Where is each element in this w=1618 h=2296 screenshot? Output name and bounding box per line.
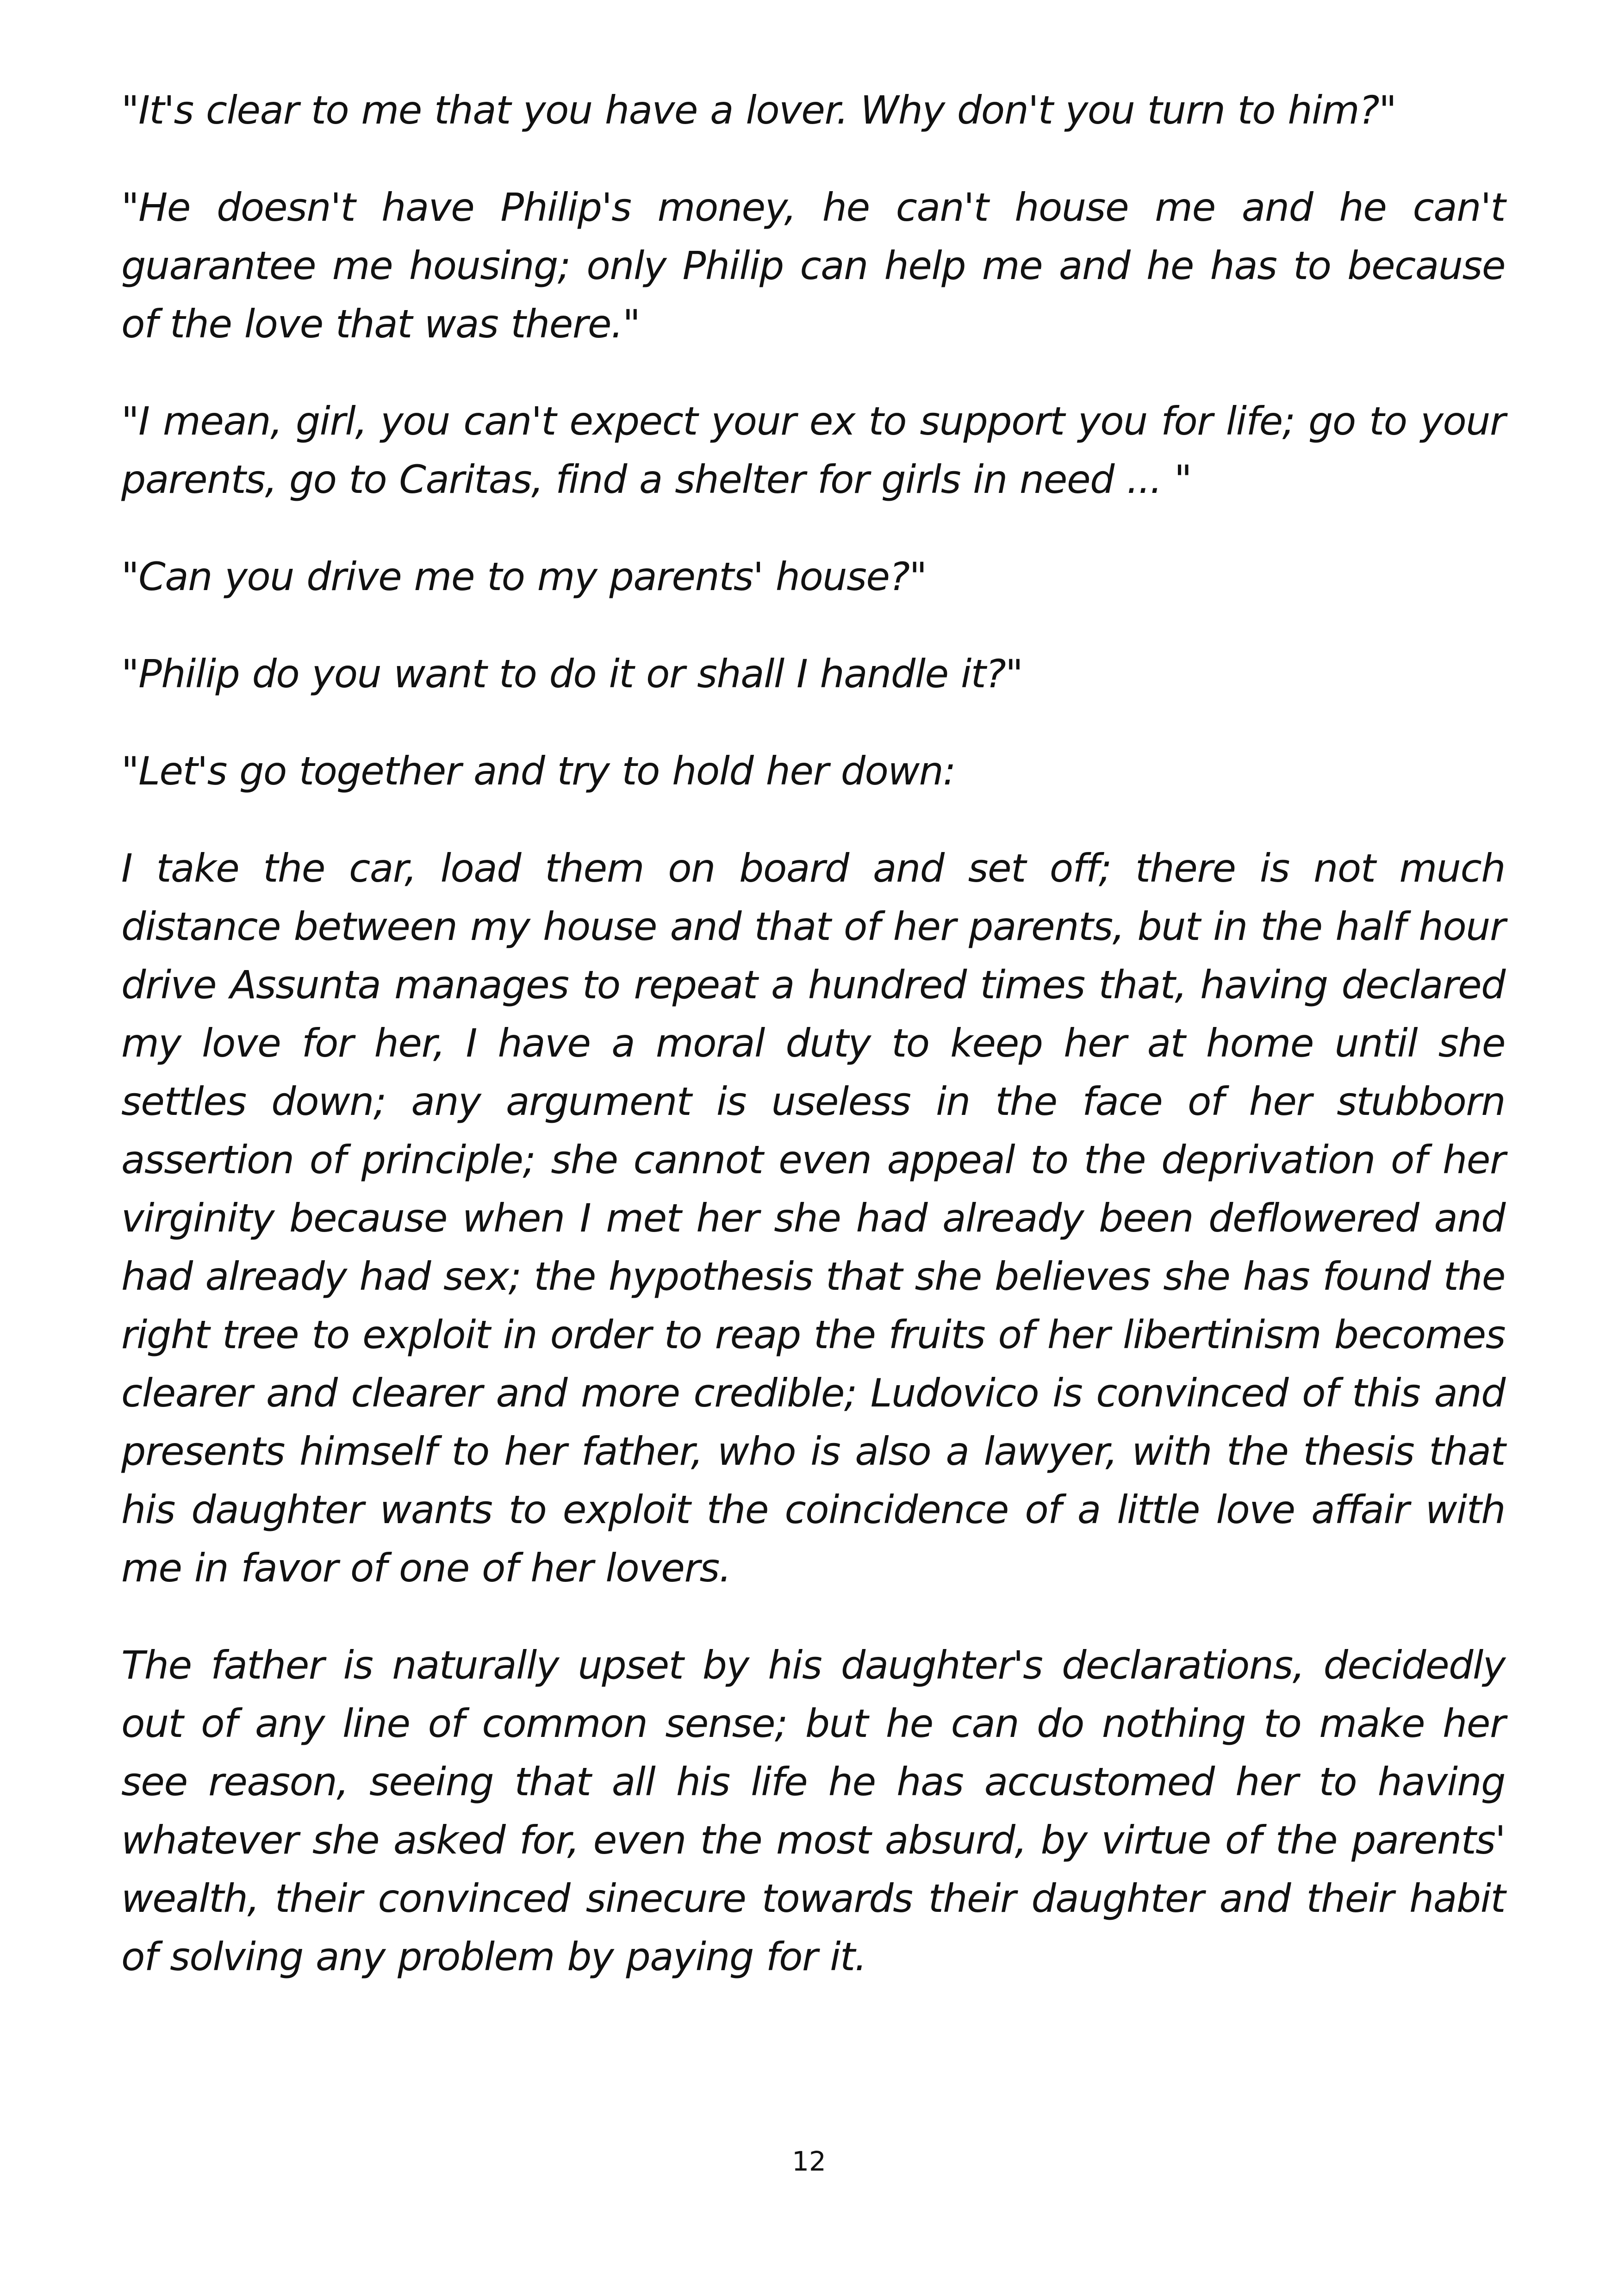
paragraph-4: "Can you drive me to my parents' house?": [121, 554, 927, 599]
paragraph-8: The father is naturally upset by his daughter's declarations, decidedly out of any line of common sense; but he can do nothing to make her see reason, seeing that all his life he has accustomed her to having whatever she asked for, even the most absurd, by virtue of the parents' wealth, their convinced sinecure towards their daughter and their habit of solving any problem by paying for it.: [121, 1643, 1505, 1979]
paragraph-3: "I mean, girl, you can't expect your ex to support you for life; go to your parents, go to Caritas, find a shelter for girls in need ... ": [121, 398, 1505, 502]
page-number: 12: [792, 2146, 826, 2177]
body-text: [121, 81, 1505, 2025]
paragraph-6: "Let's go together and try to hold her down:: [121, 748, 956, 794]
paragraph-1: "It's clear to me that you have a lover. Why don't you turn to him?": [121, 87, 1396, 133]
paragraph-2: "He doesn't have Philip's money, he can't house me and he can't guarantee me housing; only Philip can help me and he has to because of the love that was there.": [121, 185, 1505, 347]
paragraph-7: I take the car, load them on board and set off; there is not much distance between my house and that of her parents, but in the half hour drive Assunta manages to repeat a hundred times that, having declared my love for her, I have a moral duty to keep her at home until she settles down; any argument is useless in the face of her stubborn assertion of principle; she cannot even appeal to the deprivation of her virginity because when I met her she had already been deflowered and had already had sex; the hypothesis that she believes she has found the right tree to exploit in order to reap the fruits of her libertinism becomes clearer and clearer and more credible; Ludovico is convinced of this and presents himself to her father, who is also a lawyer, with the thesis that his daughter wants to exploit the coincidence of a little love affair with me in favor of one of her lovers.: [121, 846, 1505, 1591]
paragraph-5: "Philip do you want to do it or shall I handle it?": [121, 651, 1023, 697]
